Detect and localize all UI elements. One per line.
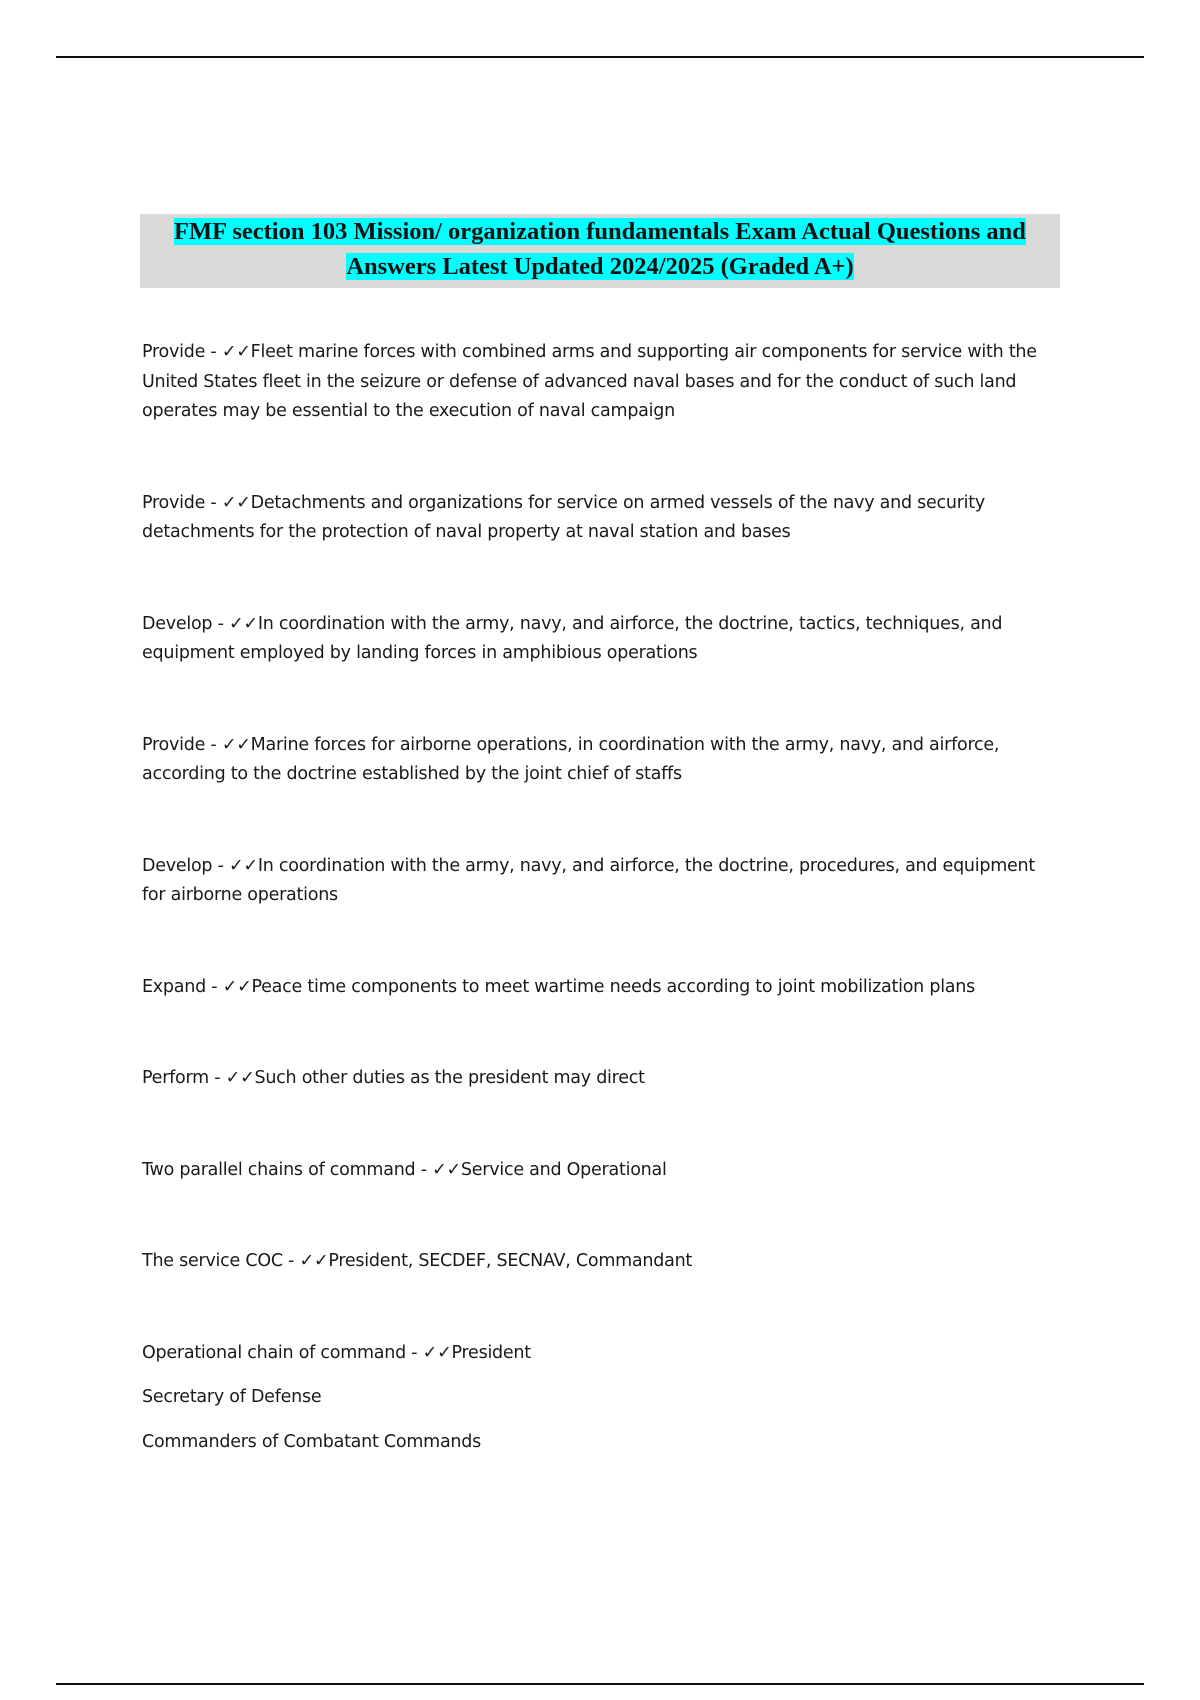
qa-term: Perform: [142, 1068, 209, 1088]
check-icon: ✓✓: [221, 734, 251, 755]
check-icon: ✓✓: [221, 492, 251, 513]
qa-term: Expand: [142, 976, 206, 997]
qa-item: [142, 1156, 1062, 1186]
qa-answer: Such other duties as the president may direct: [254, 1068, 645, 1088]
qa-item: [142, 852, 1062, 911]
qa-item: [142, 973, 1062, 1003]
check-icon: ✓✓: [299, 1251, 329, 1271]
qa-answer: Marine forces for airborne operations, in coordination with the army, navy, and airforce, according to the doctrine established by the joint chief of staffs: [142, 734, 1000, 784]
qa-list: [142, 338, 1062, 1457]
qa-answer: Service and Operational: [460, 1159, 667, 1180]
qa-item: [142, 1339, 1062, 1458]
qa-separator: -: [205, 734, 222, 755]
check-icon: ✓✓: [422, 1342, 452, 1363]
qa-separator: -: [212, 613, 229, 634]
check-icon: ✓✓: [225, 1068, 255, 1088]
qa-answer-line: Commanders of Combatant Commands: [142, 1431, 481, 1452]
qa-item: [142, 731, 1062, 790]
qa-separator: -: [205, 976, 223, 997]
qa-item: [142, 338, 1062, 427]
qa-answer: Peace time components to meet wartime needs according to joint mobilization plans: [251, 976, 975, 997]
qa-answer: President: [451, 1342, 531, 1363]
top-rule: [56, 56, 1144, 58]
qa-item: [142, 1247, 1062, 1277]
qa-separator: -: [205, 342, 222, 362]
qa-separator: -: [282, 1251, 300, 1271]
qa-item: [142, 610, 1062, 669]
check-icon: ✓✓: [221, 342, 251, 362]
qa-answer: President, SECDEF, SECNAV, Commandant: [328, 1251, 693, 1271]
qa-item: [142, 1064, 1062, 1094]
qa-answer: Fleet marine forces with combined arms and supporting air components for service with the United States fleet in the seizure or defense of advanced naval bases and for the conduct of such land operates may be essential to the execution of naval campaign: [142, 342, 1037, 421]
qa-answer: In coordination with the army, navy, and airforce, the doctrine, procedures, and equipment for airborne operations: [142, 855, 1036, 905]
document-title-block: [140, 214, 1060, 288]
qa-term: Develop: [142, 613, 213, 634]
qa-answer: In coordination with the army, navy, and airforce, the doctrine, tactics, techniques, and equipment employed by landing forces in amphibious operations: [142, 613, 1003, 663]
qa-term: Develop: [142, 855, 213, 876]
check-icon: ✓✓: [222, 976, 252, 997]
document-title: FMF section 103 Mission/ organization fundamentals Exam Actual Questions and Answers Latest Updated 2024/2025 (Graded A+): [174, 218, 1026, 280]
qa-answer: Detachments and organizations for service on armed vessels of the navy and security detachments for the protection of naval property at naval station and bases: [142, 492, 986, 542]
qa-separator: -: [415, 1159, 433, 1180]
qa-term: Provide: [142, 492, 206, 513]
bottom-rule: [56, 1683, 1144, 1685]
qa-separator: -: [208, 1068, 226, 1088]
qa-answer-line: Secretary of Defense: [142, 1387, 322, 1407]
qa-separator: -: [205, 492, 222, 513]
qa-term: Provide: [142, 734, 206, 755]
qa-item: [142, 489, 1062, 548]
qa-term: The service COC: [142, 1251, 283, 1271]
qa-separator: -: [212, 855, 229, 876]
qa-term: Two parallel chains of command: [142, 1159, 416, 1180]
check-icon: ✓✓: [229, 855, 258, 876]
check-icon: ✓✓: [432, 1159, 461, 1180]
check-icon: ✓✓: [229, 613, 258, 634]
qa-term: Provide: [142, 342, 206, 362]
qa-term: Operational chain of command: [142, 1342, 406, 1363]
qa-separator: -: [405, 1342, 423, 1363]
